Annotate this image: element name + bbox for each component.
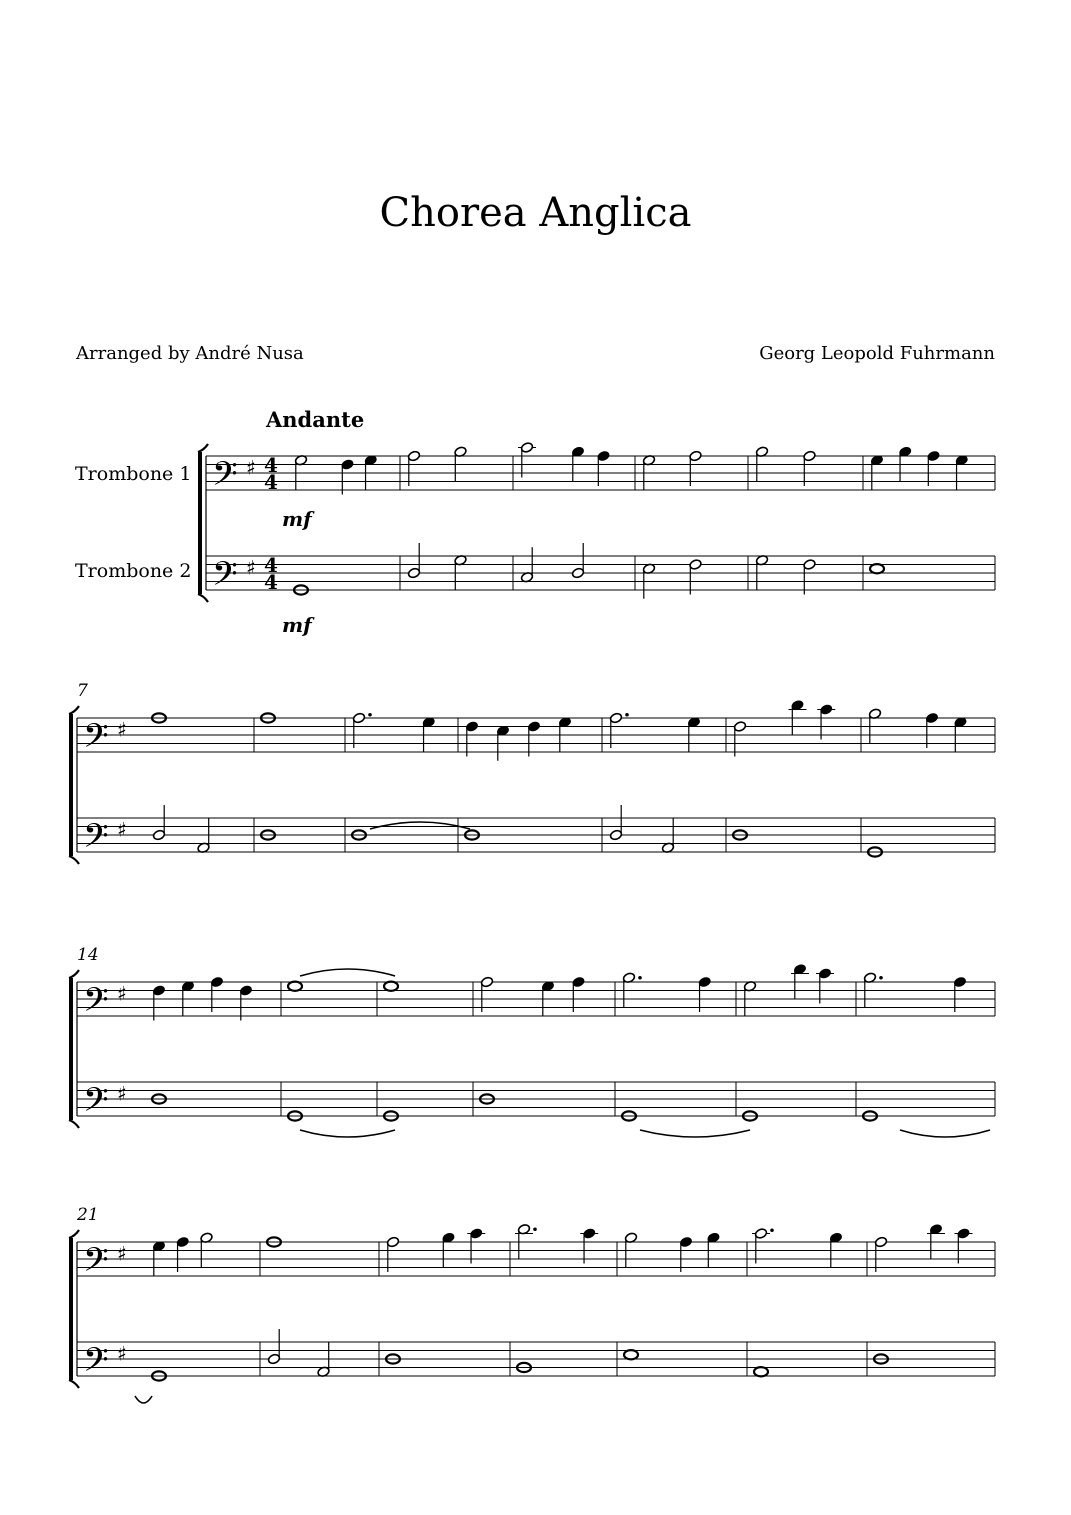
bass-clef-icon: 𝄢 bbox=[212, 555, 238, 602]
tie bbox=[300, 1130, 395, 1137]
tie bbox=[370, 822, 470, 829]
measure-number: 14 bbox=[77, 945, 99, 965]
composer-credit: Georg Leopold Fuhrmann bbox=[759, 343, 995, 364]
time-signature-denominator: 4 bbox=[264, 470, 278, 494]
tie bbox=[135, 1396, 152, 1403]
instrument-label-trombone-2: Trombone 2 bbox=[75, 560, 192, 582]
tie bbox=[640, 1130, 750, 1137]
key-signature-sharp-icon: ♯ bbox=[117, 817, 127, 842]
instrument-label-trombone-1: Trombone 1 bbox=[75, 463, 192, 485]
dynamic-marking: mf bbox=[282, 507, 312, 531]
key-signature-sharp-icon: ♯ bbox=[246, 455, 256, 480]
measure-number: 7 bbox=[77, 681, 88, 701]
bass-clef-icon: 𝄢 bbox=[83, 1341, 109, 1388]
arranger-credit: Arranged by André Nusa bbox=[76, 343, 304, 364]
system-bracket bbox=[69, 978, 73, 1120]
bracket-top-hook bbox=[69, 1230, 79, 1238]
augmentation-dot bbox=[625, 713, 629, 717]
augmentation-dot bbox=[770, 1228, 774, 1232]
bass-clef-icon: 𝄢 bbox=[83, 717, 109, 764]
piece-title: Chorea Anglica bbox=[379, 190, 692, 236]
key-signature-sharp-icon: ♯ bbox=[117, 1241, 127, 1266]
bracket-top-hook bbox=[69, 706, 79, 714]
whole-note bbox=[288, 982, 302, 991]
system-bracket bbox=[69, 714, 73, 856]
tempo-marking: Andante bbox=[266, 407, 365, 432]
bracket-bottom-hook bbox=[198, 594, 208, 602]
system-bracket bbox=[69, 1238, 73, 1380]
whole-note bbox=[870, 564, 884, 573]
augmentation-dot bbox=[533, 1227, 537, 1231]
whole-note bbox=[754, 1367, 768, 1376]
bracket-top-hook bbox=[198, 444, 208, 452]
bass-clef-icon: 𝄢 bbox=[212, 455, 238, 502]
augmentation-dot bbox=[638, 976, 642, 980]
measure-number: 21 bbox=[77, 1205, 99, 1225]
key-signature-sharp-icon: ♯ bbox=[117, 717, 127, 742]
bass-clef-icon: 𝄢 bbox=[83, 1081, 109, 1128]
system-bracket bbox=[198, 452, 202, 594]
bracket-bottom-hook bbox=[69, 856, 79, 864]
key-signature-sharp-icon: ♯ bbox=[246, 555, 256, 580]
bracket-bottom-hook bbox=[69, 1120, 79, 1128]
whole-note bbox=[624, 1350, 638, 1359]
tie bbox=[900, 1130, 990, 1137]
time-signature-numerator: 4 bbox=[264, 453, 278, 477]
key-signature-sharp-icon: ♯ bbox=[117, 1341, 127, 1366]
whole-note bbox=[384, 982, 398, 991]
time-signature-numerator: 4 bbox=[264, 553, 278, 577]
bracket-top-hook bbox=[69, 970, 79, 978]
tie bbox=[300, 969, 395, 976]
augmentation-dot bbox=[368, 713, 372, 717]
bracket-bottom-hook bbox=[69, 1380, 79, 1388]
time-signature-denominator: 4 bbox=[264, 570, 278, 594]
augmentation-dot bbox=[879, 976, 883, 980]
dynamic-marking: mf bbox=[282, 613, 312, 637]
key-signature-sharp-icon: ♯ bbox=[117, 1081, 127, 1106]
bass-clef-icon: 𝄢 bbox=[83, 1241, 109, 1288]
key-signature-sharp-icon: ♯ bbox=[117, 981, 127, 1006]
bass-clef-icon: 𝄢 bbox=[83, 981, 109, 1028]
bass-clef-icon: 𝄢 bbox=[83, 817, 109, 864]
